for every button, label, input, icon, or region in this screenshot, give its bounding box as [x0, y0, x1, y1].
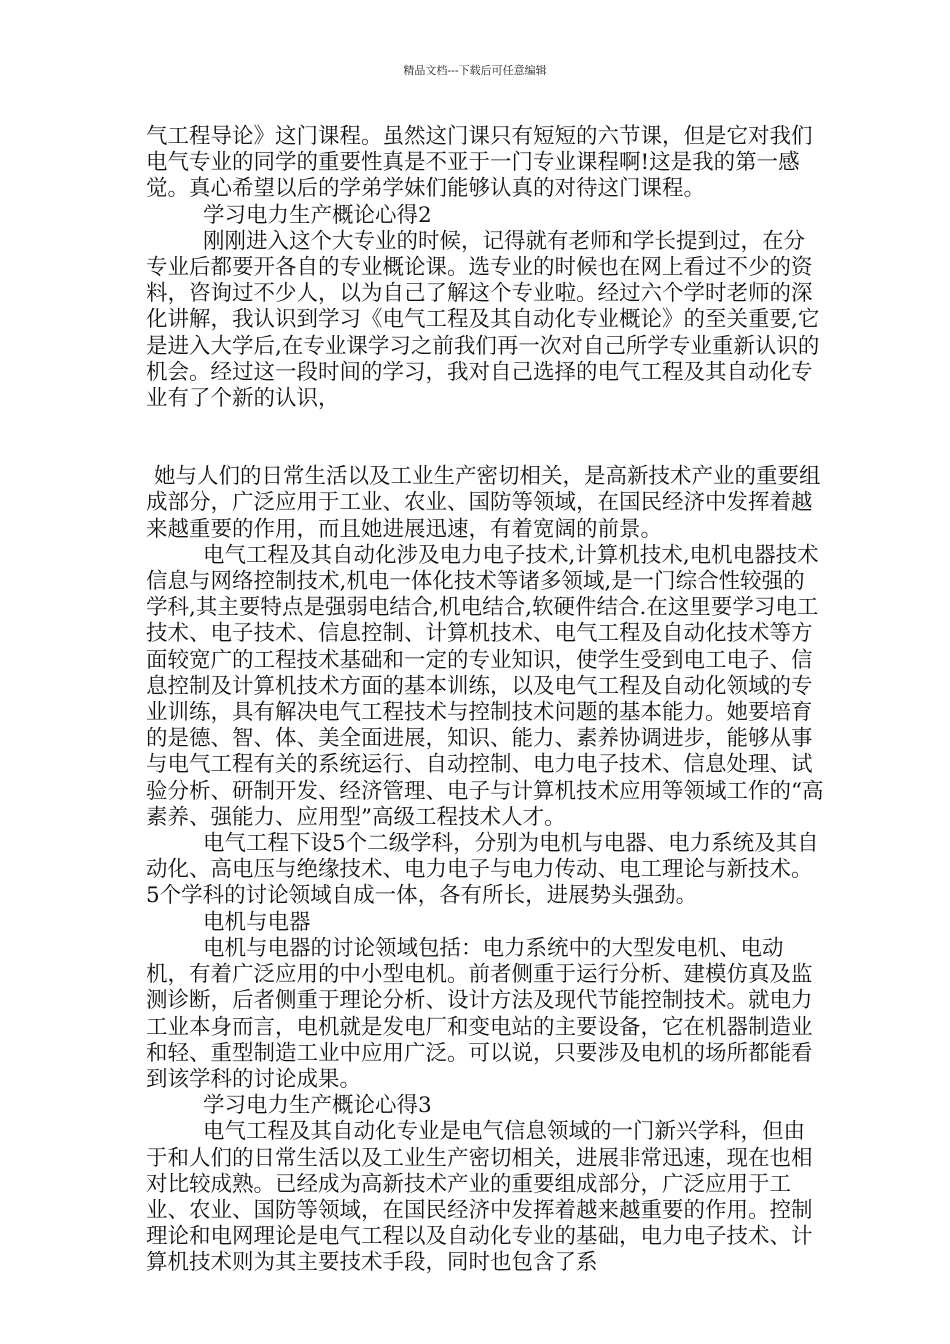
page-header: 精品文档---下载后可任意编辑	[403, 64, 547, 77]
paragraph: 刚刚进入这个大专业的时候，记得就有老师和学长提到过，在分专业后都要开各自的专业概论课。选专业的时候也在网上看过不少的资料，咨询过不少人，以为自己了解这个专业啦。经过六个学时老师的深化讲解，我认识到学习《电气工程及其自动化专业概论》的至关重要,它是进入大学后,在专业课学习之前我们再一次对自己所学专业重新认识的机会。经过这一段时间的学习，我对自己选择的电气工程及其自动化专业有了个新的认识，	[146, 228, 820, 412]
document-body	[146, 124, 826, 1277]
section-heading: 学习电力生产概论心得3	[203, 1093, 432, 1119]
paragraph: 电气工程及其自动化涉及电力电子技术,计算机技术,电机电器技术信息与网络控制技术,机电一体化技术等诸多领域,是一门综合性较强的学科,其主要特点是强弱电结合,机电结合,软硬件结合.在这里要学习电工技术、电子技术、信息控制、计算机技术、电气工程及自动化技术等方面较宽广的工程技术基础和一定的专业知识，使学生受到电工电子、信息控制及计算机技术方面的基本训练，以及电气工程及自动化领域的专业训练，具有解决电气工程技术与控制技术问题的基本能力。她要培育的是德、智、体、美全面进展，知识、能力、素养协调进步，能够从事与电气工程有关的系统运行、自动控制、电力电子技术、信息处理、试验分析、研制开发、经济管理、电子与计算机技术应用等领域工作的“高素养、强能力、应用型”高级工程技术人才。	[146, 542, 824, 830]
paragraph: 电气工程及其自动化专业是电气信息领域的一门新兴学科，但由于和人们的日常生活以及工业生产密切相关，进展非常迅速，现在也相对比较成熟。已经成为高新技术产业的重要组成部分，广泛应用于工业、农业、国防等领域，在国民经济中发挥着越来越重要的作用。控制理论和电网理论是电气工程以及自动化专业的基础，电力电子技术、计算机技术则为其主要技术手段，同时也包含了系	[146, 1119, 813, 1276]
paragraph: 气工程导论》这门课程。虽然这门课只有短短的六节课，但是它对我们电气专业的同学的重要性真是不亚于一门专业课程啊!这是我的第一感觉。真心希望以后的学弟学妹们能够认真的对待这门课程。	[146, 124, 813, 202]
paragraph: 电气工程下设5个二级学科，分别为电机与电器、电力系统及其自动化、高电压与绝缘技术、电力电子与电力传动、电工理论与新技术。5个学科的讨论领域自成一体，各有所长，进展势头强劲。	[146, 831, 819, 909]
paragraph: 她与人们的日常生活以及工业生产密切相关，是高新技术产业的重要组成部分，广泛应用于工业、农业、国防等领域，在国民经济中发挥着越来越重要的作用，而且她进展迅速，有着宽阔的前景。	[146, 464, 821, 542]
paragraph: 电机与电器的讨论领域包括：电力系统中的大型发电机、电动机，有着广泛应用的中小型电机。前者侧重于运行分析、建模仿真及监测诊断，后者侧重于理论分析、设计方法及现代节能控制技术。就电力工业本身而言，电机就是发电厂和变电站的主要设备，它在机器制造业和轻、重型制造工业中应用广泛。可以说，只要涉及电机的场所都能看到该学科的讨论成果。	[146, 935, 813, 1092]
section-heading: 电机与电器	[203, 909, 311, 935]
section-heading: 学习电力生产概论心得2	[203, 202, 432, 228]
